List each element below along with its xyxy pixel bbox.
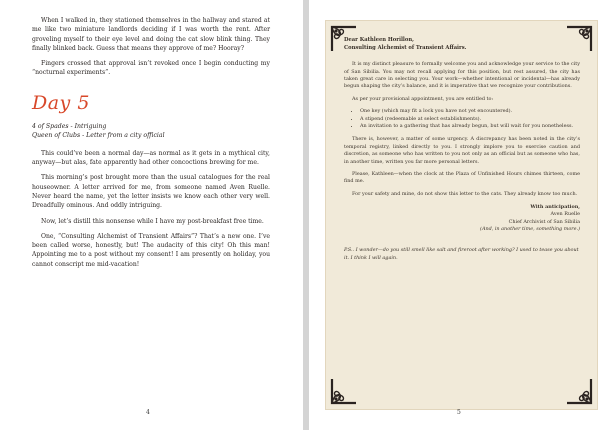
page-number: 4 <box>146 409 150 416</box>
list-item: • A stipend (redeemable at select establishments). <box>360 116 580 123</box>
paragraph: Fingers crossed that approval isn’t revoked once I begin conducting my “nocturnal experiments”. <box>32 60 270 77</box>
letter-signature <box>344 204 580 233</box>
left-page <box>0 0 303 430</box>
signer-name: Aven Ruelle <box>550 211 580 218</box>
address-line: Consulting Alchemist of Transient Affairs. <box>344 44 467 51</box>
paragraph: This morning’s post brought more than the usual catalogues for the real houseowner. A letter arrived for me, from someone named Aven Ruelle. Never heard the name, yet the letter insists we know each other very well. Dreadfully ominous. And oddly intriguing. <box>32 174 270 210</box>
letter-paragraph: It is my distinct pleasure to formally welcome you and acknowledge your service to the city of San Sibilia. You may not recall applying for this position, but rest assured, the city has taken great care in selecting you. Your work—whether intentional or incidental—has already begun shaping the city’s balance, and it is imperative that we recognize your contributions. <box>344 61 580 90</box>
letter-paragraph: There is, however, a matter of some urgency. A discrepancy has been noted in the city’s temporal registry, linked directly to you. I strongly implore you to exercise caution and discretion, as someone who has written to you not only as an official but as someone who has, in another time, written you far more personal letters. <box>344 136 580 165</box>
postscript: P.S.. I wonder—do you still smell like salt and fireroot after working? I used to tease you about it. I think I will again. <box>344 247 579 261</box>
paragraph: One, “Consulting Alchemist of Transient Affairs”? That’s a new one. I’ve been called worse, honestly, but! The audacity of this city! Oh this man! Appointing me to a post without my consent! I am presently on holiday, you cannot conscript me mid-vacation! <box>32 232 270 268</box>
paragraph: Now, let’s distill this nonsense while I have my post-breakfast free time. <box>41 217 264 225</box>
list-item: • An invitation to a gathering that has already begun, but will wait for you nonetheless. <box>360 123 580 130</box>
list-item: • One key (which may fit a lock you have not yet encountered). <box>360 108 580 115</box>
card-draw-line: 4 of Spades - Intriguing <box>32 122 107 130</box>
letter-body <box>344 37 580 262</box>
left-page-text <box>32 16 270 275</box>
address-line: Dear Kathleen Horillon, <box>344 37 414 43</box>
corner-ornament-icon <box>330 377 358 405</box>
signer-note: (And, in another time, something more.) <box>480 225 580 232</box>
paragraph: This could’ve been a normal day—as normal as it gets in a mythical city, anyway—but alas, fate apparently had other concoctions brewing for me. <box>32 149 270 167</box>
letter-address <box>344 37 580 52</box>
day-heading: Day 5 <box>32 91 90 114</box>
page-number: 5 <box>457 409 461 416</box>
card-draw-line: Queen of Clubs - Letter from a city official <box>32 131 165 139</box>
letter-paragraph: Please, Kathleen—when the clock at the Plaza of Unfinished Hours chimes thirteen, come find me. <box>344 171 580 185</box>
corner-ornament-icon <box>565 377 593 405</box>
letter-card <box>325 20 598 410</box>
letter-paragraph: For your safety and mine, do not show this letter to the cats. They already know too much. <box>352 190 578 197</box>
closing: With anticipation, <box>530 204 580 211</box>
entitlement-list <box>344 108 580 130</box>
card-draw <box>32 122 270 140</box>
letter-paragraph: As per your provisional appointment, you are entitled to: <box>352 95 494 102</box>
signer-title: Chief Archivist of San Sibilia <box>508 218 580 225</box>
paragraph: When I walked in, they stationed themselves in the hallway and stared at me like two miniature landlords deciding if I was worth the rent. After groveling myself to their eye level and doing the cat slow blink thing. They finally blinked back. Guess that means they approve of me? Hooray? <box>32 17 270 52</box>
right-page <box>309 0 612 430</box>
